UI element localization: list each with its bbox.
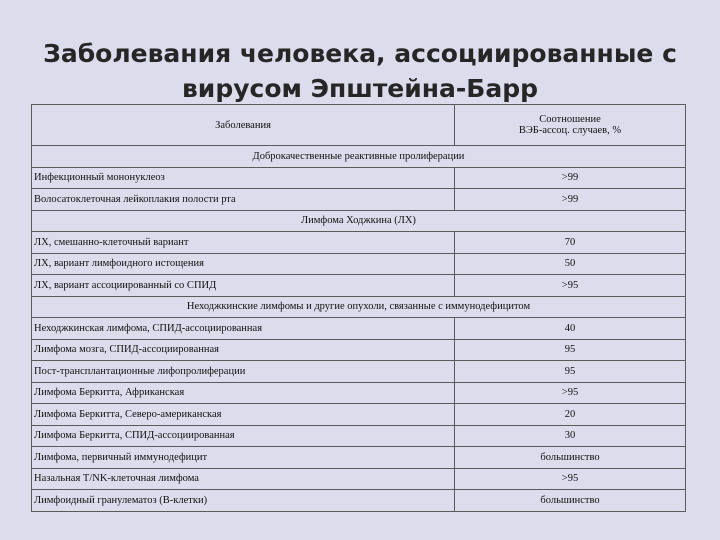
disease-name: Лимфома Беркитта, Северо-американская <box>32 404 455 426</box>
ebv-ratio-value: >95 <box>455 275 686 297</box>
section-title: Доброкачественные реактивные пролиферации <box>32 146 686 168</box>
ebv-ratio-value: 50 <box>455 253 686 275</box>
ebv-ratio-value: 95 <box>455 339 686 361</box>
table-row <box>32 425 686 447</box>
table-row <box>32 275 686 297</box>
ebv-ratio-value: >95 <box>455 382 686 404</box>
section-row <box>32 296 686 318</box>
title-line-1: Заболевания человека, ассоциированные с <box>43 39 677 68</box>
table-row <box>32 318 686 340</box>
disease-name: Назальная T/NK-клеточная лимфома <box>32 468 455 490</box>
table-row <box>32 361 686 383</box>
table-row <box>32 404 686 426</box>
title-line-2: вирусом Эпштейна-Барр <box>181 74 539 103</box>
disease-name: Неходжкинская лимфома, СПИД-ассоциированная <box>32 318 455 340</box>
ebv-ratio-value: 40 <box>455 318 686 340</box>
disease-name: Лимфома мозга, СПИД-ассоциированная <box>32 339 455 361</box>
slide-title <box>0 36 720 106</box>
disease-name: ЛХ, вариант лимфоидного истощения <box>32 253 455 275</box>
header-ratio <box>455 105 686 146</box>
table-row <box>32 232 686 254</box>
ebv-ratio-value: 20 <box>455 404 686 426</box>
disease-name: Пост-трансплантационные лифопролиферации <box>32 361 455 383</box>
disease-name: Лимфома, первичный иммунодефицит <box>32 447 455 469</box>
ebv-ratio-value: большинство <box>455 490 686 512</box>
ebv-ratio-value: 70 <box>455 232 686 254</box>
disease-name: ЛХ, вариант ассоциированный со СПИД <box>32 275 455 297</box>
table-row <box>32 468 686 490</box>
disease-name: Лимфома Беркитта, СПИД-ассоциированная <box>32 425 455 447</box>
ebv-ratio-value: >99 <box>455 189 686 211</box>
ebv-ratio-value: >95 <box>455 468 686 490</box>
disease-name: Лимфоидный гранулематоз (B-клетки) <box>32 490 455 512</box>
section-row <box>32 210 686 232</box>
table-row <box>32 382 686 404</box>
table-row <box>32 447 686 469</box>
ebv-ratio-value: 95 <box>455 361 686 383</box>
disease-name: Инфекционный мононуклеоз <box>32 167 455 189</box>
table-row <box>32 339 686 361</box>
ebv-ratio-value: большинство <box>455 447 686 469</box>
header-diseases <box>32 105 455 146</box>
table-row <box>32 253 686 275</box>
disease-name: Волосатоклеточная лейкоплакия полости рта <box>32 189 455 211</box>
section-row <box>32 146 686 168</box>
disease-name: ЛХ, смешанно-клеточный вариант <box>32 232 455 254</box>
header-diseases-label: Заболевания <box>215 119 271 131</box>
disease-name: Лимфома Беркитта, Африканская <box>32 382 455 404</box>
section-title: Неходжкинские лимфомы и другие опухоли, связанные с иммунодефицитом <box>32 296 686 318</box>
table-row <box>32 167 686 189</box>
ebv-ratio-value: 30 <box>455 425 686 447</box>
section-title: Лимфома Ходжкина (ЛХ) <box>32 210 686 232</box>
table-header-row <box>32 105 686 146</box>
header-ratio-line-2: ВЭБ-ассоц. случаев, % <box>518 125 622 136</box>
table-row <box>32 189 686 211</box>
table-row <box>32 490 686 512</box>
disease-table <box>31 104 686 512</box>
ebv-ratio-value: >99 <box>455 167 686 189</box>
header-ratio-line-1: Соотношение <box>539 114 601 125</box>
